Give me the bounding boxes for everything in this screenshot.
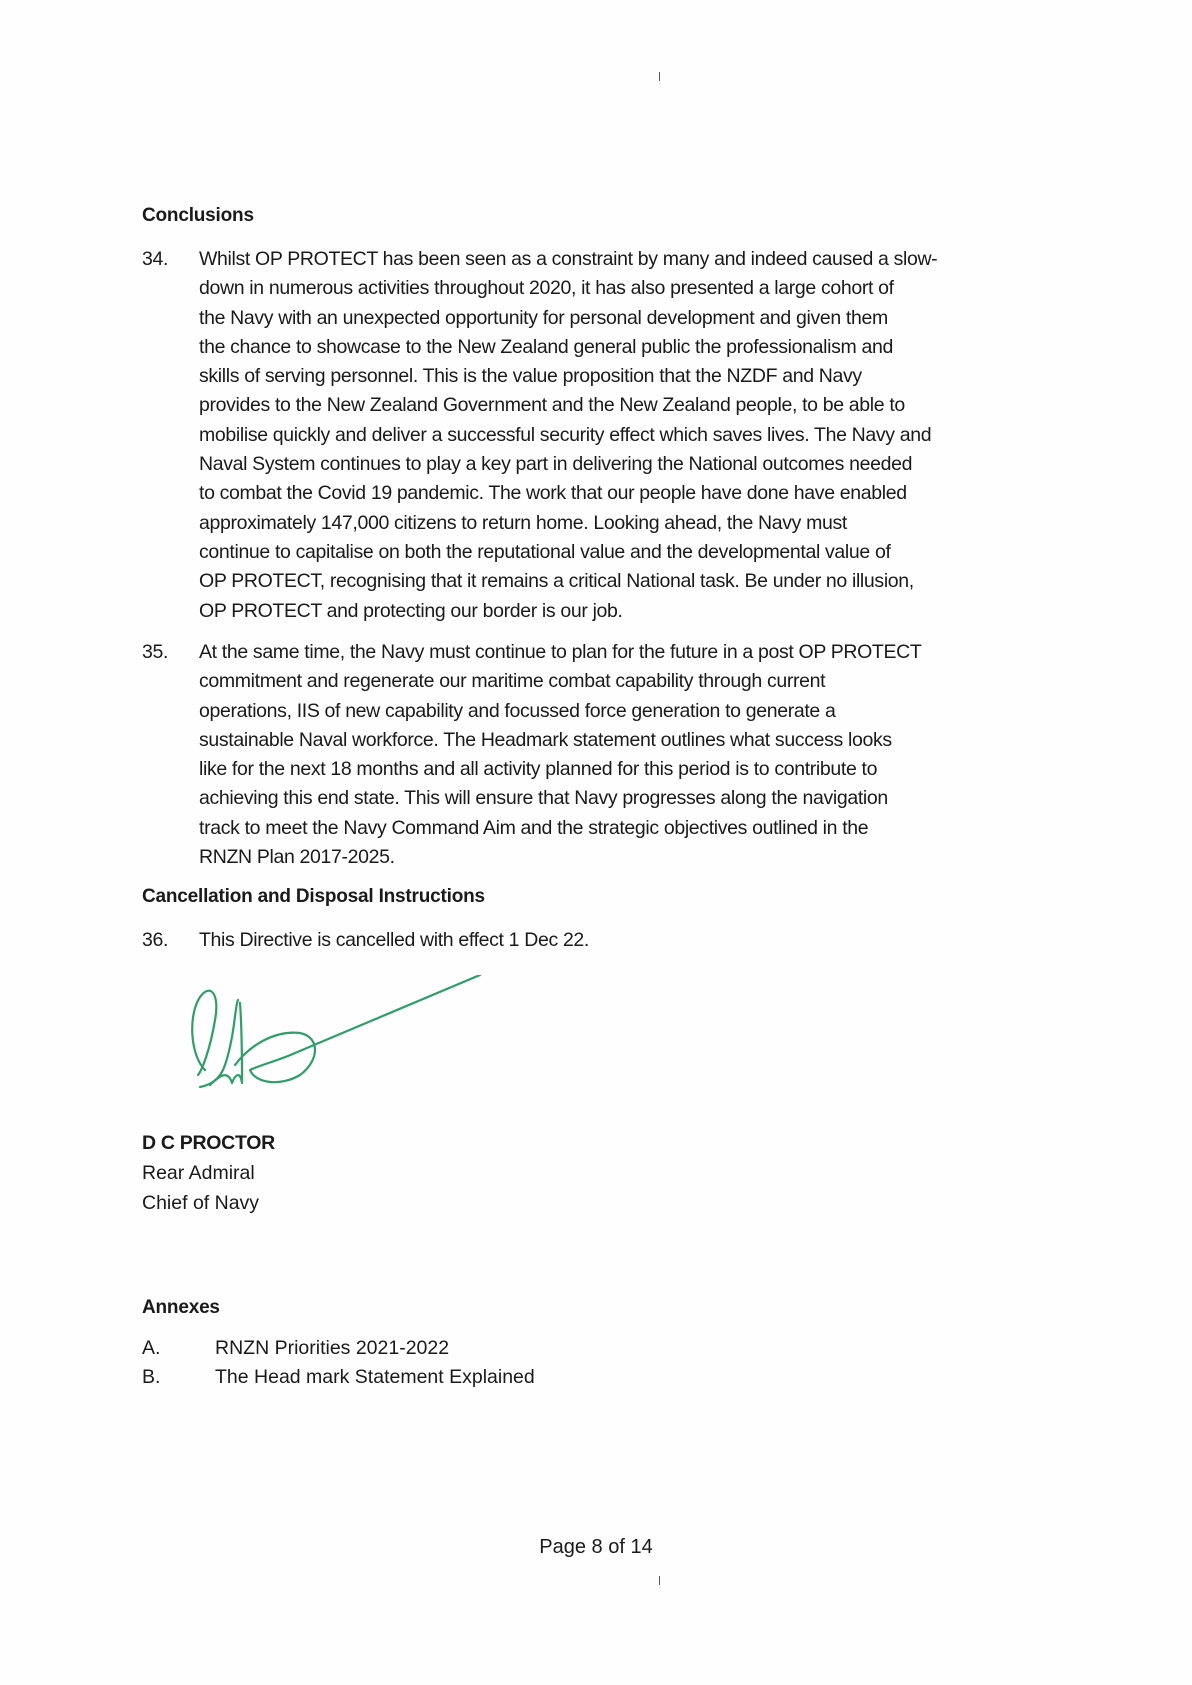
text-line: At the same time, the Navy must continue to plan for the future in a post OP PROTECT [199, 641, 922, 663]
annex-list [142, 1334, 535, 1392]
signer-rank: Rear Admiral [142, 1162, 255, 1184]
text-line: Whilst OP PROTECT has been seen as a constraint by many and indeed caused a slow- [199, 248, 938, 270]
paragraph-number: 35. [142, 641, 169, 663]
section-heading-cancellation: Cancellation and Disposal Instructions [142, 886, 485, 907]
text-line: the Navy with an unexpected opportunity for personal development and given them [199, 306, 888, 329]
text-line: the chance to showcase to the New Zealand general public the professionalism and [199, 335, 893, 358]
text-line: OP PROTECT, recognising that it remains a critical National task. Be under no illusion, [199, 570, 914, 593]
text-line: mobilise quickly and deliver a successful security effect which saves lives. The Navy and [199, 423, 932, 446]
text-line: commitment and regenerate our maritime combat capability through current [199, 670, 826, 693]
paragraph-text [199, 926, 1062, 955]
scan-mark [659, 72, 660, 81]
annex-letter: A. [142, 1337, 161, 1359]
text-line: down in numerous activities throughout 2020, it has also presented a large cohort of [199, 277, 894, 300]
text-line: continue to capitalise on both the reputational value and the developmental value of [199, 540, 891, 563]
signer-position: Chief of Navy [142, 1192, 260, 1214]
signature-block [142, 1128, 275, 1218]
section-heading-annexes: Annexes [142, 1297, 220, 1318]
paragraph-number: 34. [142, 248, 169, 270]
handwritten-signature-icon [180, 975, 520, 1105]
signer-name: D C PROCTOR [142, 1132, 275, 1154]
scan-mark [659, 1576, 660, 1585]
annex-title: The Head mark Statement Explained [215, 1366, 535, 1388]
text-line: achieving this end state. This will ensure that Navy progresses along the navigation [199, 787, 888, 810]
paragraph-text [199, 245, 1062, 626]
text-line: This Directive is cancelled with effect 1 Dec 22. [199, 929, 589, 951]
text-line: track to meet the Navy Command Aim and the strategic objectives outlined in the [199, 816, 869, 839]
page-number: Page 8 of 14 [539, 1536, 653, 1558]
annex-item [142, 1334, 535, 1363]
paragraph-number: 36. [142, 929, 169, 951]
text-line: like for the next 18 months and all activity planned for this period is to contribute to [199, 758, 878, 781]
text-line: Naval System continues to play a key part in delivering the National outcomes needed [199, 453, 913, 476]
section-heading-conclusions: Conclusions [142, 205, 254, 226]
text-line: provides to the New Zealand Government and the New Zealand people, to be able to [199, 394, 905, 417]
text-line: skills of serving personnel. This is the value proposition that the NZDF and Navy [199, 365, 862, 388]
text-line: operations, IIS of new capability and focussed force generation to generate a [199, 699, 836, 722]
annex-letter: B. [142, 1366, 161, 1388]
paragraph-36 [142, 926, 1062, 955]
text-line: OP PROTECT and protecting our border is our job. [199, 599, 623, 622]
annex-title: RNZN Priorities 2021-2022 [215, 1337, 450, 1359]
text-line: sustainable Naval workforce. The Headmark statement outlines what success looks [199, 728, 892, 751]
paragraph-text [199, 638, 1062, 872]
annex-item [142, 1363, 535, 1392]
text-line: RNZN Plan 2017-2025. [199, 846, 395, 869]
text-line: to combat the Covid 19 pandemic. The work that our people have done have enabled [199, 482, 907, 505]
text-line: approximately 147,000 citizens to return home. Looking ahead, the Navy must [199, 511, 847, 534]
paragraph-35 [142, 638, 1062, 872]
paragraph-34 [142, 245, 1062, 626]
